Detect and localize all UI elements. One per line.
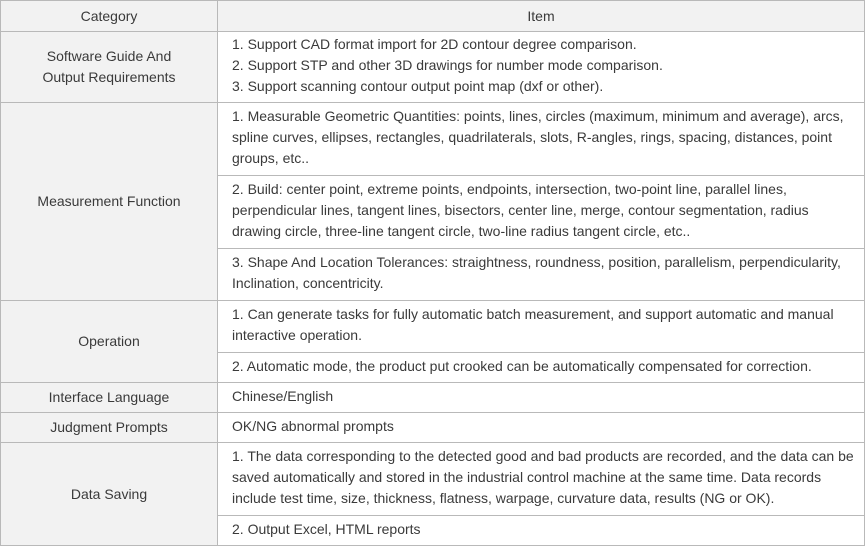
item-header: Item [218, 1, 865, 32]
item-data-saving-1: 1. The data corresponding to the detected good and bad products are recorded, and the data can be saved automatically and stored in the industrial control machine at the same time. Data records include test time, size, thickness, flatness, warpage, curvature data, results (NG or OK). [218, 443, 865, 516]
item-judgment-prompts: OK/NG abnormal prompts [218, 413, 865, 443]
category-software-guide [1, 32, 218, 103]
category-header: Category [1, 1, 218, 32]
item-interface-language: Chinese/English [218, 383, 865, 413]
table-row [1, 413, 865, 443]
item-data-saving-2: 2. Output Excel, HTML reports [218, 516, 865, 546]
category-measurement-function: Measurement Function [1, 103, 218, 301]
category-data-saving: Data Saving [1, 443, 218, 546]
table-row [1, 103, 865, 176]
category-judgment-prompts: Judgment Prompts [1, 413, 218, 443]
table-row [1, 32, 865, 103]
header-row [1, 1, 865, 32]
category-operation: Operation [1, 301, 218, 383]
table-row [1, 301, 865, 353]
item-software-guide [218, 32, 865, 103]
table-row [1, 383, 865, 413]
category-line: Output Requirements [42, 69, 176, 85]
category-line: Software Guide And [46, 48, 172, 64]
item-measurement-1: 1. Measurable Geometric Quantities: points, lines, circles (maximum, minimum and average), arcs, spline curves, ellipses, rectangles, quadrilaterals, slots, R-angles, rings, spacing, distances, point groups, etc.. [218, 103, 865, 176]
item-line: 3. Support scanning contour output point map (dxf or other). [232, 78, 604, 94]
item-line: 1. Support CAD format import for 2D contour degree comparison. [232, 36, 637, 52]
table-row [1, 443, 865, 516]
item-line: 2. Support STP and other 3D drawings for number mode comparison. [232, 57, 663, 73]
item-operation-1: 1. Can generate tasks for fully automatic batch measurement, and support automatic and manual interactive operation. [218, 301, 865, 353]
item-measurement-2: 2. Build: center point, extreme points, endpoints, intersection, two-point line, parallel lines, perpendicular lines, tangent lines, bisectors, center line, merge, contour segmentation, radius drawing circle, three-line tangent circle, two-line radius tangent circle, etc.. [218, 176, 865, 249]
item-measurement-3: 3. Shape And Location Tolerances: straightness, roundness, position, parallelism, perpendicularity, Inclination, concentricity. [218, 249, 865, 301]
category-interface-language: Interface Language [1, 383, 218, 413]
item-operation-2: 2. Automatic mode, the product put crooked can be automatically compensated for correction. [218, 353, 865, 383]
